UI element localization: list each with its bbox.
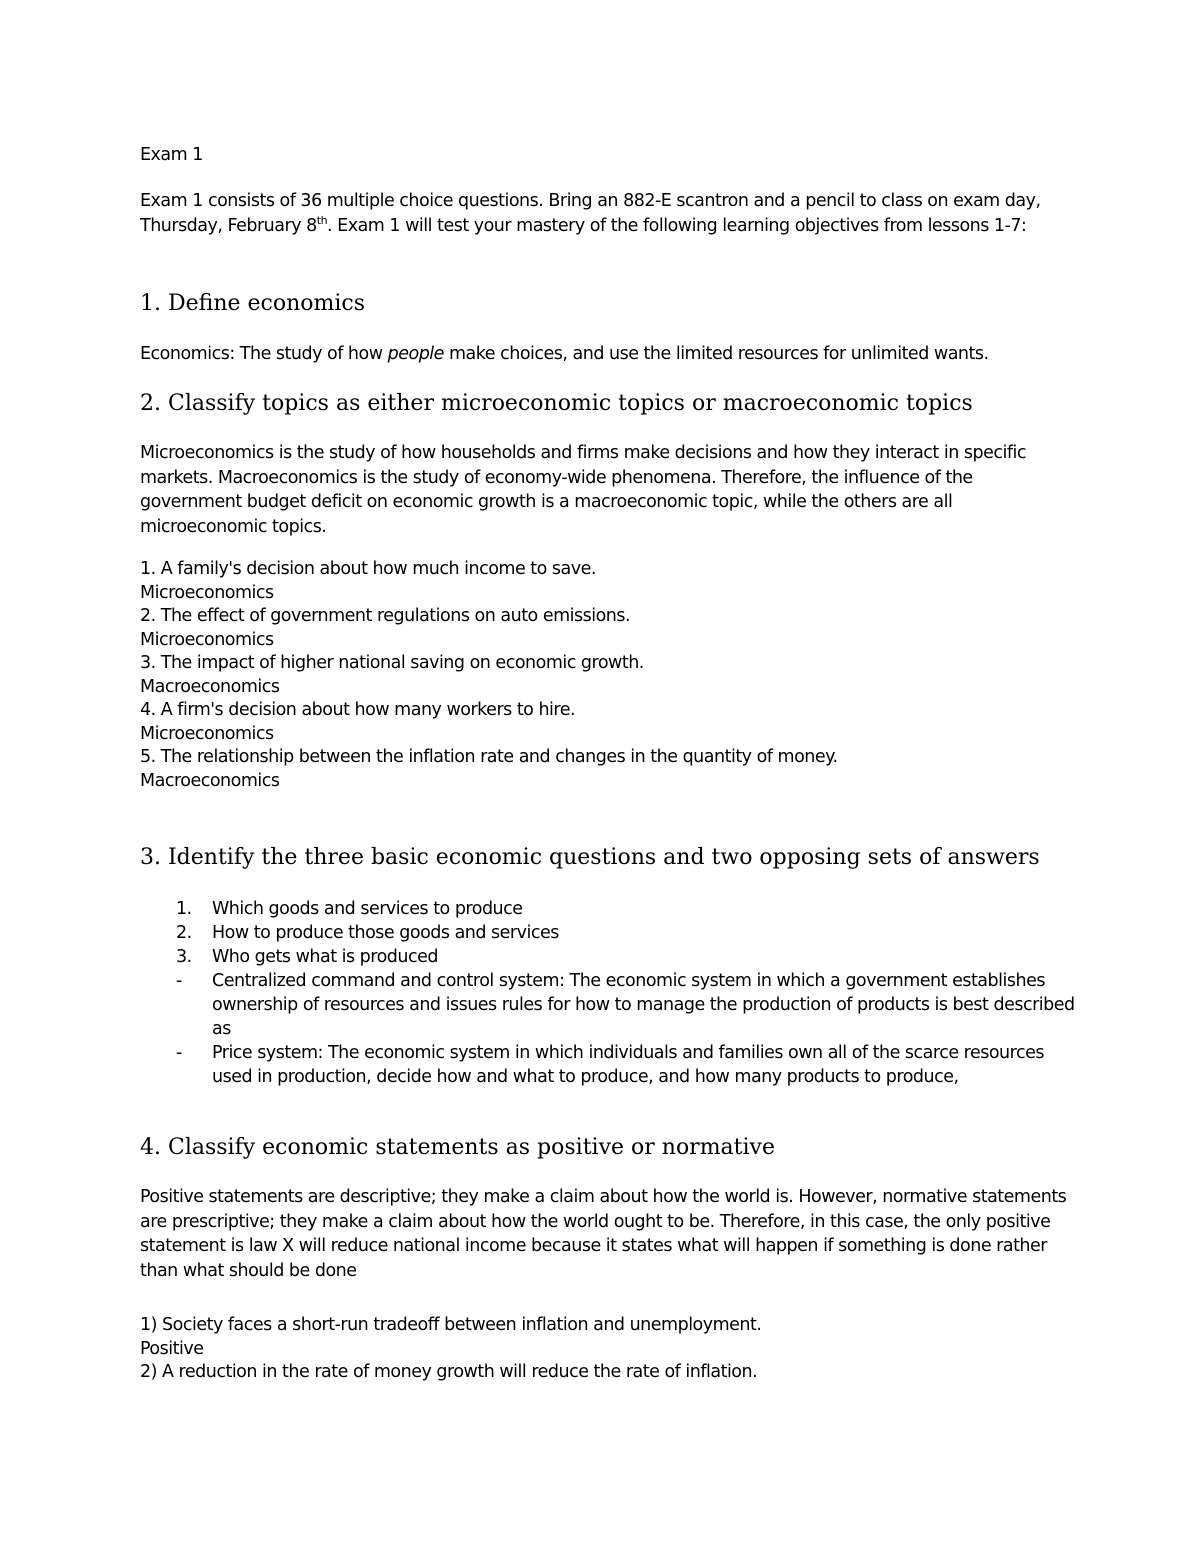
intro-superscript: th (316, 213, 328, 227)
intro-paragraph (140, 189, 1070, 238)
list-marker: - (176, 971, 182, 991)
definition-text-before: Economics: The study of how (140, 344, 388, 364)
list-item-text: How to produce those goods and services (212, 923, 559, 943)
intro-text-part1: Exam 1 consists of 36 multiple choice questions. Bring an 882-E scantron and a pencil to class on exam day, Thursday, February 8 (140, 191, 1041, 236)
statement-line: 2) A reduction in the rate of money growth will reduce the rate of inflation. (140, 1362, 758, 1382)
list-marker: 2. (176, 923, 192, 943)
topic-line: 1. A family's decision about how much income to save. (140, 559, 596, 579)
section2-paragraph: Microeconomics is the study of how households and firms make decisions and how they interact in specific markets. Macroeconomics is the study of economy-wide phenomena. Therefore, the influence of the government budget deficit on economic growth is a macroeconomic topic, while the others are all microeconomic topics. (140, 443, 1026, 537)
topic-line: 2. The effect of government regulations on auto emissions. (140, 606, 631, 626)
statement-answer: Positive (140, 1338, 204, 1359)
list-item (140, 921, 1080, 945)
list-item (140, 969, 1080, 1041)
list-marker: 3. (176, 947, 192, 967)
list-marker: - (176, 1043, 182, 1063)
section2-topic-list (140, 557, 1070, 792)
section1-heading: 1. Define economics (140, 291, 366, 316)
list-item (140, 897, 1080, 921)
topic-line: 5. The relationship between the inflation rate and changes in the quantity of money. (140, 747, 838, 767)
statement-line: 1) Society faces a short-run tradeoff between inflation and unemployment. (140, 1315, 762, 1335)
topic-answer: Macroeconomics (140, 676, 280, 697)
section4-paragraph: Positive statements are descriptive; they make a claim about how the world is. However, normative statements are prescriptive; they make a claim about how the world ought to be. Therefore, in this case, the only positive statement is law X will reduce national income because it states what will happen if something is done rather than what should be done (140, 1187, 1067, 1281)
section4-heading: 4. Classify economic statements as positive or normative (140, 1135, 776, 1160)
list-item (140, 1041, 1080, 1089)
list-item-text: Price system: The economic system in which individuals and families own all of the scarce resources used in production, decide how and what to produce, and how many products to produce, (212, 1043, 1044, 1087)
list-item-text: Which goods and services to produce (212, 899, 523, 919)
topic-line: 4. A firm's decision about how many workers to hire. (140, 700, 576, 720)
topic-answer: Microeconomics (140, 582, 274, 603)
topic-answer: Microeconomics (140, 723, 274, 744)
definition-italic-word: people (387, 344, 444, 364)
section3-question-list (140, 897, 1080, 1089)
list-item-text: Centralized command and control system: The economic system in which a government establishes ownership of resources and issues rules for how to manage the production of products is best described as (212, 971, 1075, 1039)
list-item (140, 945, 1080, 969)
section4-statement-list (140, 1313, 1070, 1384)
definition-text-after: make choices, and use the limited resources for unlimited wants. (443, 344, 989, 364)
section1-definition (140, 342, 1070, 367)
list-item-text: Who gets what is produced (212, 947, 438, 967)
section3-heading: 3. Identify the three basic economic questions and two opposing sets of answers (140, 845, 1040, 870)
document-title: Exam 1 (140, 145, 203, 165)
intro-text-part2: . Exam 1 will test your mastery of the following learning objectives from lessons 1-7: (327, 215, 1027, 236)
topic-answer: Macroeconomics (140, 770, 280, 791)
section2-heading: 2. Classify topics as either microeconomic topics or macroeconomic topics (140, 391, 973, 416)
topic-line: 3. The impact of higher national saving on economic growth. (140, 653, 644, 673)
list-marker: 1. (176, 899, 192, 919)
topic-answer: Microeconomics (140, 629, 274, 650)
